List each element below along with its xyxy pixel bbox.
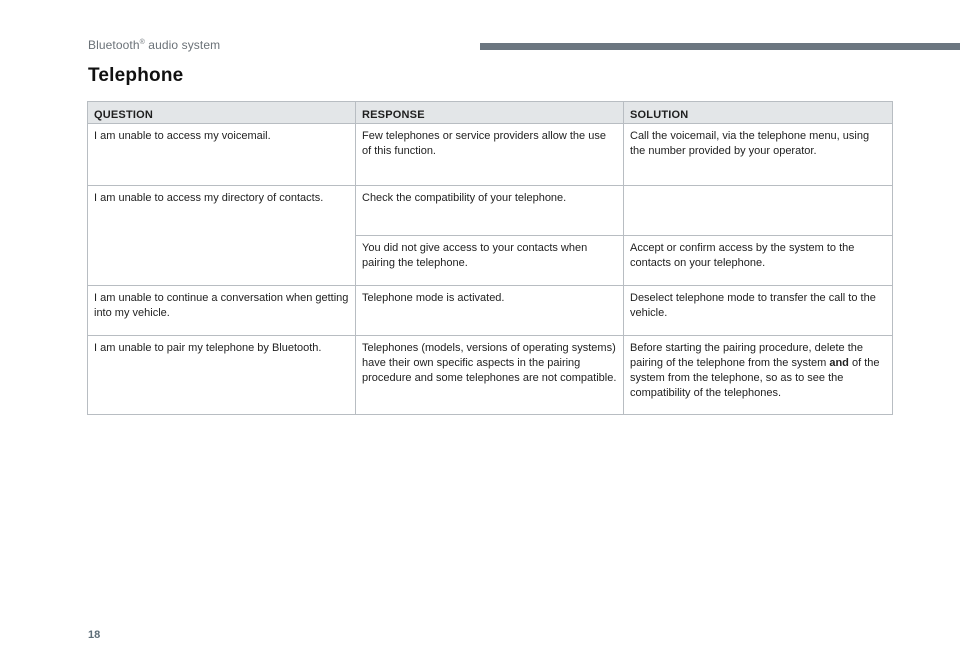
response-cell: Check the compatibility of your telephone. [356,186,624,236]
column-header-question: QUESTION [88,102,356,124]
table-row [88,124,893,186]
question-cell: I am unable to pair my telephone by Bluetooth. [88,336,356,415]
response-cell: Telephone mode is activated. [356,286,624,336]
column-header-response: RESPONSE [356,102,624,124]
response-cell: You did not give access to your contacts when pairing the telephone. [356,236,624,286]
solution-text-part2: of the system from the telephone, so as to see the compatibility of the telephones. [630,357,880,399]
question-cell [88,236,356,286]
solution-cell: Accept or confirm access by the system to the contacts on your telephone. [624,236,893,286]
solution-cell: Deselect telephone mode to transfer the call to the vehicle. [624,286,893,336]
section-header-prefix: Bluetooth [88,38,140,52]
solution-cell: Call the voicemail, via the telephone menu, using the number provided by your operator. [624,124,893,186]
table-row [88,286,893,336]
table-row [88,336,893,415]
question-cell: I am unable to access my directory of contacts. [88,186,356,236]
question-cell: I am unable to access my voicemail. [88,124,356,186]
response-cell: Telephones (models, versions of operating systems) have their own specific aspects in the pairing procedure and some telephones are not compatible. [356,336,624,415]
troubleshooting-table [87,101,893,415]
registered-mark: ® [139,39,145,46]
table-row [88,236,893,286]
solution-bold-and: and [829,357,849,369]
solution-cell [624,186,893,236]
section-header-suffix: audio system [144,38,221,52]
table-header-row [88,102,893,124]
solution-cell [624,336,893,415]
table-row [88,186,893,236]
section-header [88,38,220,52]
page-title: Telephone [88,65,184,86]
page-number: 18 [88,629,101,641]
column-header-solution: SOLUTION [624,102,893,124]
question-cell: I am unable to continue a conversation when getting into my vehicle. [88,286,356,336]
solution-text-part1: Before starting the pairing procedure, delete the pairing of the telephone from the system [630,342,863,369]
header-bar [480,43,960,50]
response-cell: Few telephones or service providers allow the use of this function. [356,124,624,186]
